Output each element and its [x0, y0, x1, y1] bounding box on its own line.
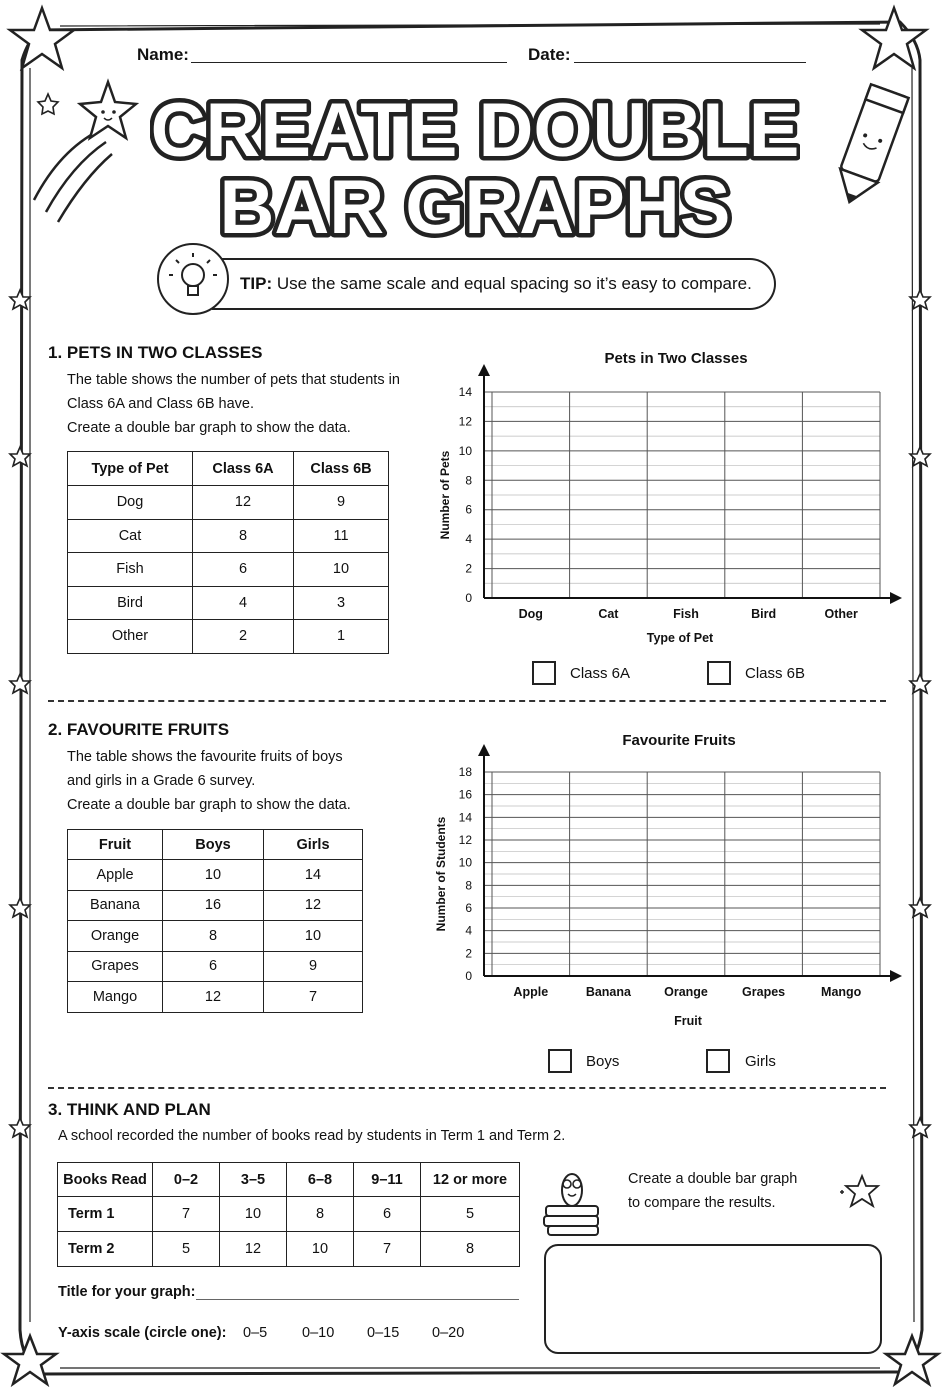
y-tick-label: 8	[465, 878, 472, 893]
table-cell: Apple	[68, 860, 163, 891]
star-icon	[4, 1336, 56, 1384]
y-tick-label: 16	[458, 787, 472, 802]
legend-label-class-6a: Class 6A	[570, 665, 631, 682]
scale-option[interactable]: 0–10	[302, 1325, 335, 1341]
table-cell: 2	[193, 620, 294, 654]
prompt-line: to compare the results.	[628, 1195, 776, 1211]
table-cell: 8	[163, 921, 264, 952]
y-tick-label: 2	[465, 561, 472, 576]
table-cell: 10	[294, 553, 389, 587]
legend-box-class-6a[interactable]	[532, 661, 556, 685]
y-tick-label: 12	[458, 414, 472, 429]
date-label: Date:	[528, 45, 571, 64]
table-row	[68, 921, 363, 952]
star-icon	[886, 1336, 938, 1384]
section-divider	[48, 700, 886, 702]
title-line-2: BAR GRAPHS	[219, 165, 731, 248]
table-cell: 5	[421, 1197, 520, 1232]
table-cell: 6	[163, 951, 264, 982]
table-row	[68, 519, 389, 553]
table-cell: 5	[153, 1232, 220, 1267]
x-tick-label: Fish	[673, 607, 699, 621]
y-tick-label: 10	[458, 443, 472, 458]
section-3-intro: A school recorded the number of books read by students in Term 1 and Term 2.	[58, 1128, 566, 1144]
y-tick-label: 0	[465, 591, 472, 605]
x-tick-label: Dog	[518, 607, 543, 621]
instruction-line: Create a double bar graph to show the data.	[67, 797, 351, 813]
x-tick-label: Other	[824, 607, 858, 621]
table-cell: 9	[264, 951, 363, 982]
table-cell: 8	[421, 1232, 520, 1267]
section-1-heading: 1. PETS IN TWO CLASSES	[48, 343, 263, 362]
shooting-star-icon	[34, 82, 136, 222]
y-tick-label: 0	[465, 969, 472, 983]
chart-title: Pets in Two Classes	[604, 350, 748, 367]
table-row	[58, 1232, 520, 1267]
y-tick-label: 6	[465, 502, 472, 517]
section-2-heading: 2. FAVOURITE FRUITS	[48, 720, 230, 739]
chart-title: Favourite Fruits	[622, 732, 736, 749]
lightbulb-icon	[157, 243, 229, 315]
y-tick-label: 2	[465, 946, 472, 961]
tip-body: Use the same scale and equal spacing so it’s easy to compare.	[276, 274, 752, 293]
table-header: Books Read	[58, 1163, 153, 1197]
table-cell: 10	[287, 1232, 354, 1267]
star-doodle-icon	[836, 1172, 886, 1212]
y-axis-label: Number of Students	[434, 816, 448, 932]
table-row	[68, 860, 363, 891]
table-cell: 10	[163, 860, 264, 891]
x-tick-label: Apple	[513, 985, 549, 999]
x-tick-label: Mango	[821, 985, 862, 999]
star-icon	[862, 8, 926, 68]
y-tick-label: 14	[458, 385, 472, 399]
table-header: Boys	[163, 830, 264, 860]
legend-box-boys[interactable]	[548, 1049, 572, 1073]
table-header: Class 6B	[294, 452, 389, 486]
table-row	[58, 1197, 520, 1232]
section-3-prompt	[628, 1167, 797, 1215]
section-3-heading: 3. THINK AND PLAN	[48, 1100, 211, 1119]
y-axis-scale-label: Y-axis scale (circle one):	[58, 1325, 227, 1341]
pets-chart-grid[interactable]	[430, 340, 920, 650]
legend-label-boys: Boys	[586, 1053, 620, 1070]
table-row	[68, 586, 389, 620]
table-cell: Cat	[68, 519, 193, 553]
x-axis-label: Type of Pet	[646, 631, 714, 645]
legend-label-girls: Girls	[745, 1053, 776, 1070]
x-tick-label: Cat	[598, 607, 619, 621]
table-cell: 7	[153, 1197, 220, 1232]
table-cell: 1	[294, 620, 389, 654]
table-cell: 12	[264, 890, 363, 921]
y-axis-arrow	[478, 744, 490, 756]
table-cell: 8	[193, 519, 294, 553]
table-cell: Dog	[68, 486, 193, 520]
date-field[interactable]	[574, 62, 806, 63]
table-cell: Term 2	[58, 1232, 153, 1267]
scale-option[interactable]: 0–20	[432, 1325, 465, 1341]
table-cell: 6	[354, 1197, 421, 1232]
x-tick-label: Bird	[751, 607, 777, 621]
scale-option[interactable]: 0–15	[367, 1325, 400, 1341]
y-tick-label: 14	[458, 810, 472, 825]
legend-box-girls[interactable]	[706, 1049, 730, 1073]
page-title	[150, 78, 800, 248]
x-axis-label: Fruit	[674, 1014, 702, 1028]
table-cell: 6	[193, 553, 294, 587]
table-cell: 16	[163, 890, 264, 921]
table-cell: 3	[294, 586, 389, 620]
table-cell: 9	[294, 486, 389, 520]
table-row	[68, 486, 389, 520]
graph-drawing-area[interactable]	[544, 1244, 882, 1354]
instruction-line: The table shows the number of pets that students in	[67, 372, 400, 388]
table-cell: Orange	[68, 921, 163, 952]
table-row	[68, 982, 363, 1013]
table-cell: 10	[264, 921, 363, 952]
y-tick-label: 12	[458, 833, 472, 847]
tip-text	[240, 274, 752, 294]
instruction-line: Create a double bar graph to show the data.	[67, 420, 351, 436]
table-cell: Term 1	[58, 1197, 153, 1232]
instruction-line: and girls in a Grade 6 survey.	[67, 773, 256, 789]
y-axis-label: Number of Pets	[438, 450, 452, 540]
x-tick-label: Grapes	[742, 985, 786, 999]
graph-title-field[interactable]	[196, 1299, 519, 1300]
table-row	[68, 951, 363, 982]
y-tick-label: 4	[465, 532, 472, 547]
table-cell: 12	[163, 982, 264, 1013]
y-axis-arrow	[478, 364, 490, 376]
x-tick-label: Banana	[585, 985, 631, 999]
table-cell: 10	[220, 1197, 287, 1232]
y-tick-label: 8	[465, 473, 472, 488]
scale-option[interactable]: 0–5	[243, 1325, 268, 1341]
fruits-chart-grid[interactable]	[430, 722, 920, 1042]
table-cell: 4	[193, 586, 294, 620]
table-header: 0–2	[153, 1163, 220, 1197]
y-tick-label: 6	[465, 901, 472, 915]
table-cell: Fish	[68, 553, 193, 587]
section-divider	[48, 1087, 886, 1089]
table-row	[68, 620, 389, 654]
graph-title-label: Title for your graph:	[58, 1284, 196, 1300]
section-2-instructions	[67, 745, 351, 817]
books-table	[57, 1162, 520, 1267]
table-row	[68, 890, 363, 921]
table-cell: 12	[193, 486, 294, 520]
table-header: 3–5	[220, 1163, 287, 1197]
y-tick-label: 10	[458, 855, 472, 870]
table-cell: Banana	[68, 890, 163, 921]
x-axis-arrow	[890, 592, 902, 604]
bookworm-icon	[540, 1168, 606, 1238]
table-cell: 14	[264, 860, 363, 891]
table-cell: Grapes	[68, 951, 163, 982]
pets-table	[67, 451, 389, 654]
table-header: Fruit	[68, 830, 163, 860]
table-header: 6–8	[287, 1163, 354, 1197]
title-line-1: CREATE DOUBLE	[150, 88, 800, 173]
prompt-line: Create a double bar graph	[628, 1171, 798, 1187]
table-header: Girls	[264, 830, 363, 860]
x-tick-label: Orange	[664, 985, 708, 999]
y-tick-label: 18	[458, 765, 472, 779]
tip-prefix: TIP:	[240, 274, 273, 293]
table-cell: Bird	[68, 586, 193, 620]
table-cell: Mango	[68, 982, 163, 1013]
instruction-line: Class 6A and Class 6B have.	[67, 396, 254, 412]
table-cell: 11	[294, 519, 389, 553]
table-header: 9–11	[354, 1163, 421, 1197]
table-cell: 7	[264, 982, 363, 1013]
y-tick-label: 4	[465, 923, 472, 938]
table-cell: Other	[68, 620, 193, 654]
table-cell: 8	[287, 1197, 354, 1232]
legend-box-class-6b[interactable]	[707, 661, 731, 685]
table-cell: 12	[220, 1232, 287, 1267]
table-cell: 7	[354, 1232, 421, 1267]
table-header: 12 or more	[421, 1163, 520, 1197]
table-header: Class 6A	[193, 452, 294, 486]
section-1-instructions	[67, 368, 400, 440]
pencil-icon	[831, 84, 909, 209]
legend-label-class-6b: Class 6B	[745, 665, 806, 682]
table-header: Type of Pet	[68, 452, 193, 486]
fruits-table	[67, 829, 363, 1013]
name-field[interactable]	[191, 62, 507, 63]
name-label: Name:	[137, 45, 189, 64]
star-icon	[10, 8, 74, 68]
table-row	[68, 553, 389, 587]
instruction-line: The table shows the favourite fruits of boys	[67, 749, 343, 765]
x-axis-arrow	[890, 970, 902, 982]
